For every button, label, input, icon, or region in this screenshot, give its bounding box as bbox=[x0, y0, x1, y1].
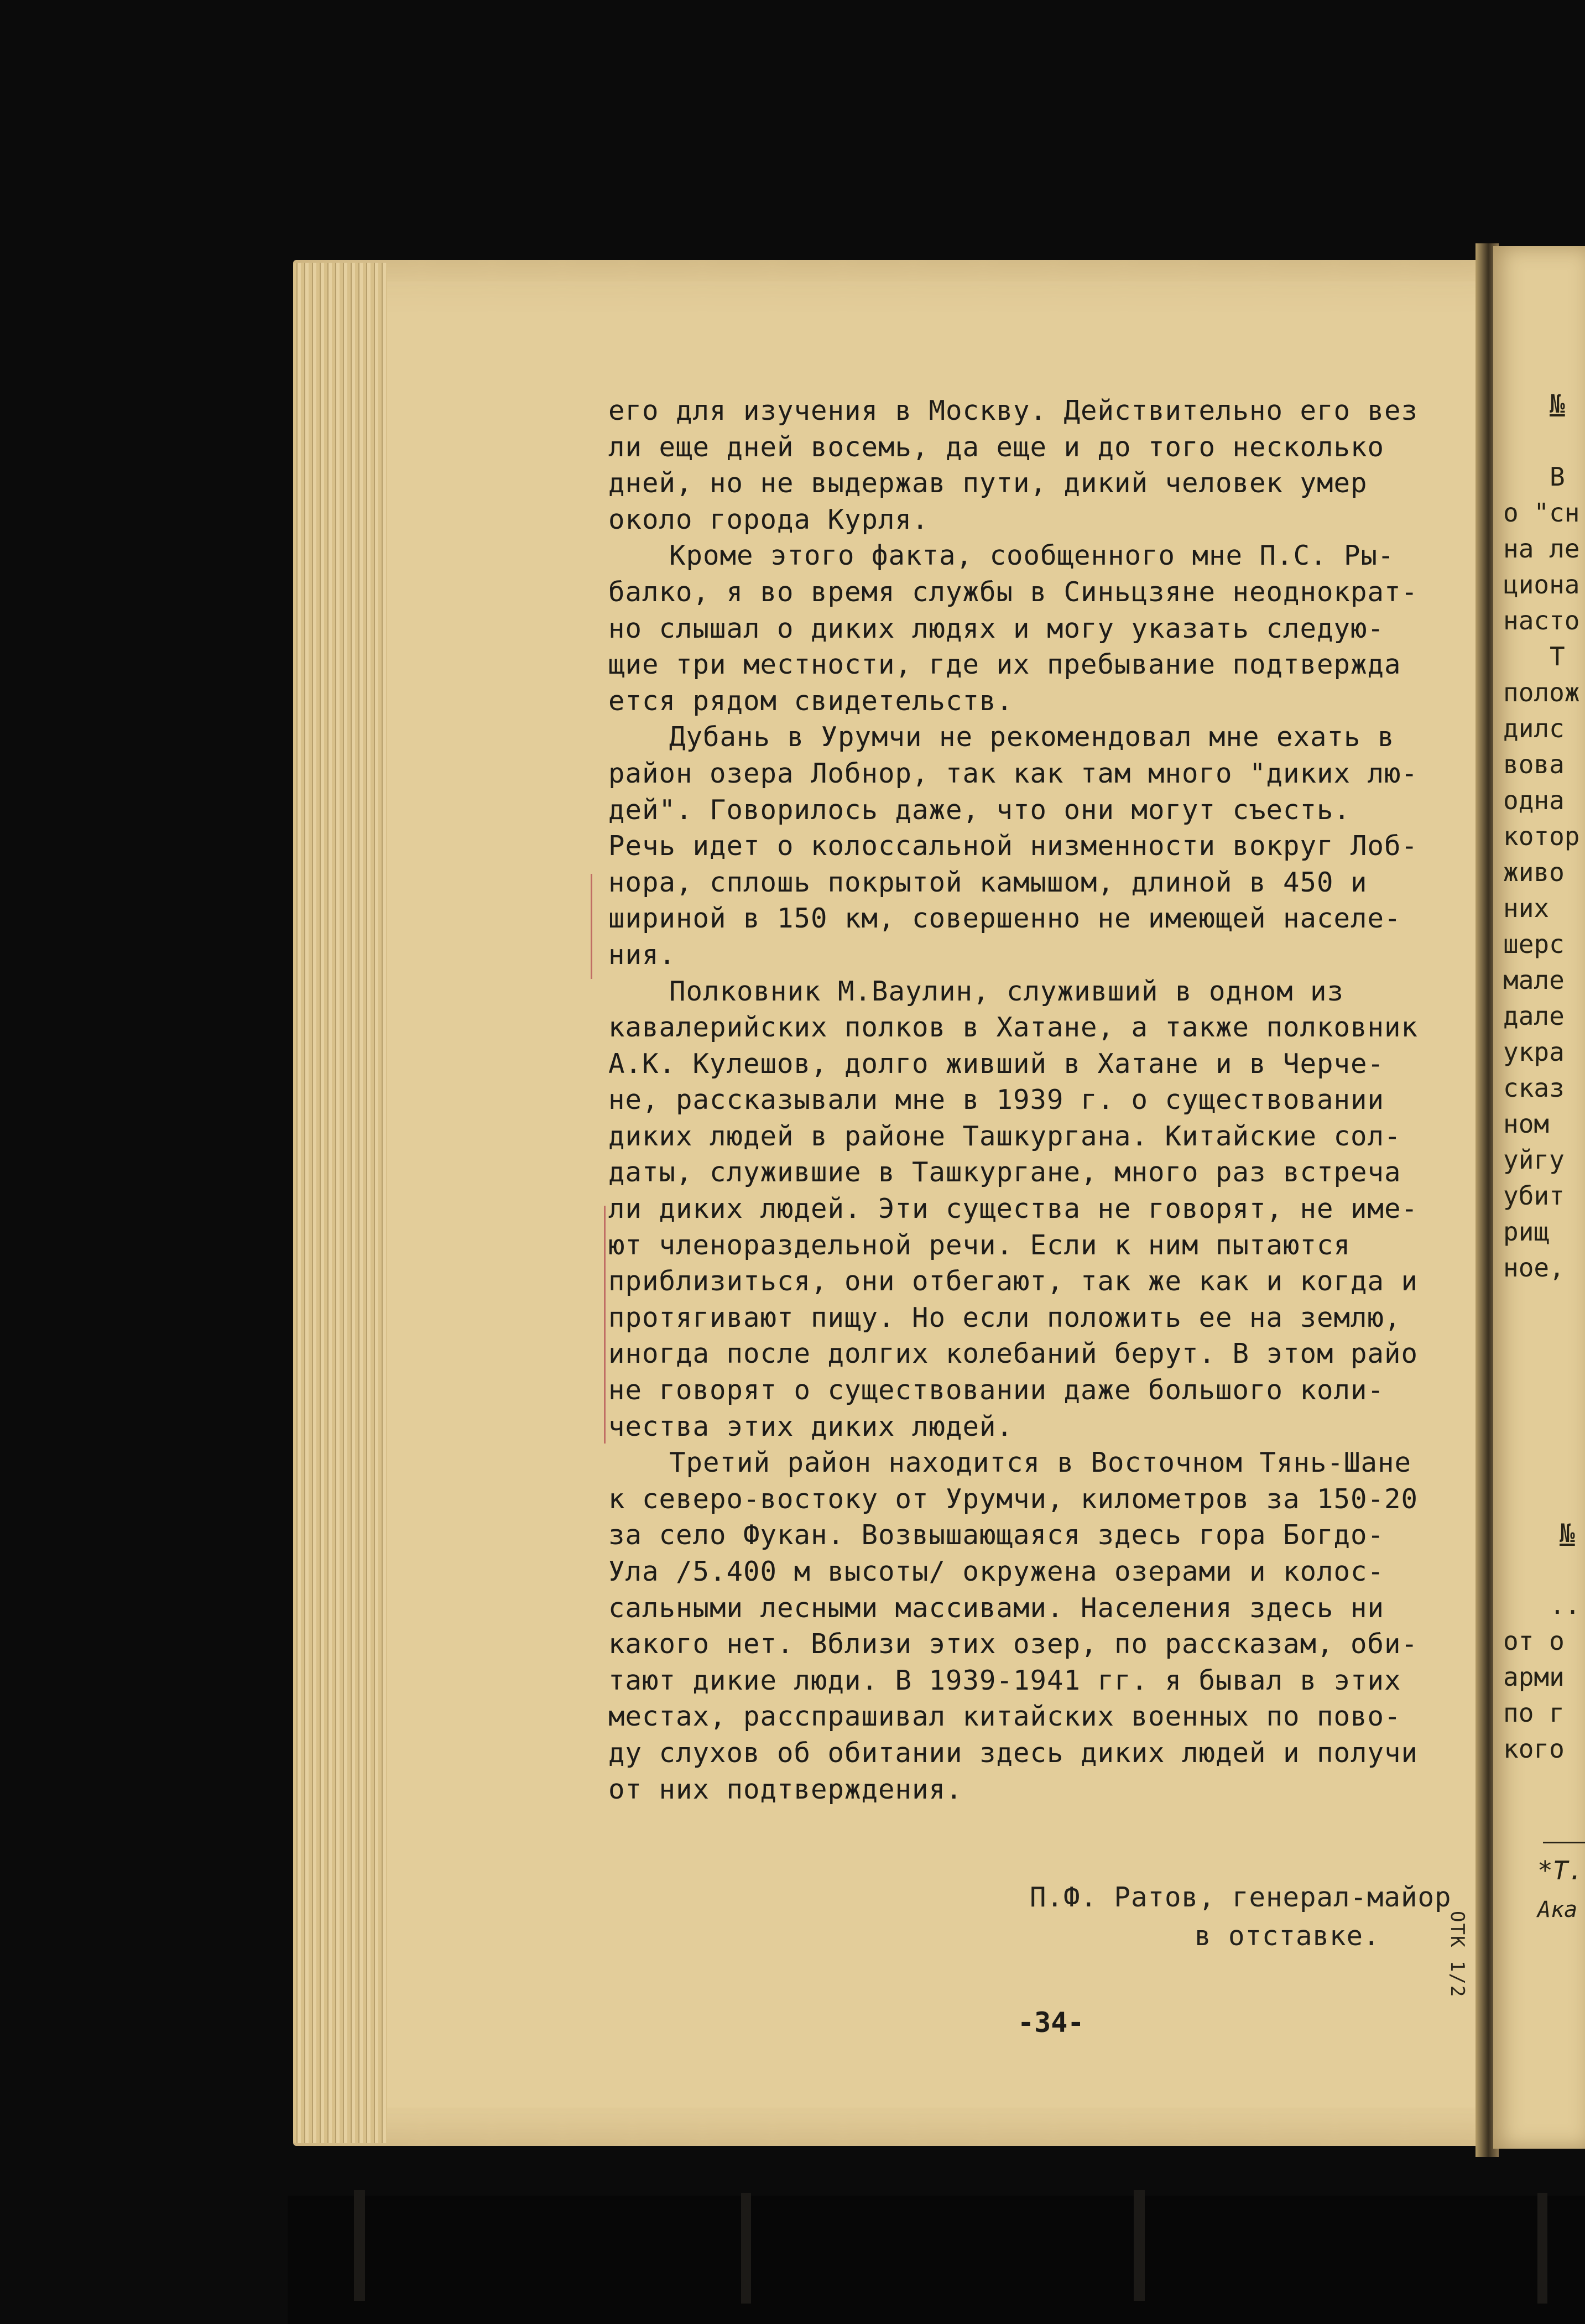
text-line: тают дикие люди. В 1939-1941 гг. я бывал в этих bbox=[608, 1664, 1401, 1696]
signature-line-1: П.Ф. Ратов, генерал-майор bbox=[1030, 1882, 1452, 1913]
margin-mark-red bbox=[591, 874, 592, 979]
text-line: А.К. Кулешов, долго живший в Хатане и в Черче- bbox=[608, 1048, 1385, 1080]
text-line: ли еще дней восемь, да еще и до того несколько bbox=[608, 431, 1385, 463]
text-line: балко, я во время службы в Синьцзяне неоднократ- bbox=[608, 576, 1419, 608]
right-page-fragment: .. bbox=[1550, 1590, 1581, 1620]
right-page-fragment: убит bbox=[1503, 1181, 1565, 1211]
right-page-fragment: укра bbox=[1503, 1037, 1565, 1067]
right-page-fragment: по г bbox=[1503, 1698, 1565, 1728]
text-line: ли диких людей. Эти существа не говорят, не име- bbox=[608, 1193, 1419, 1225]
right-page-fragment: арми bbox=[1503, 1662, 1565, 1692]
text-line: Дубань в Урумчи не рекомендовал мне ехать в bbox=[669, 721, 1395, 753]
text-line: его для изучения в Москву. Действительно его вез bbox=[608, 395, 1419, 426]
right-page-fragment: вова bbox=[1503, 749, 1565, 779]
text-line: шириной в 150 км, совершенно не имеющей населе- bbox=[608, 903, 1401, 935]
text-line: Полковник М.Ваулин, служивший в одном из bbox=[669, 975, 1344, 1007]
text-line: дней, но не выдержав пути, дикий человек умер bbox=[608, 467, 1368, 499]
right-page-fragment: живо bbox=[1503, 857, 1565, 887]
right-page-fragment: насто bbox=[1503, 606, 1580, 635]
text-line: ют членораздельной речи. Если к ним пытаются bbox=[608, 1229, 1351, 1261]
text-line: около города Курля. bbox=[608, 503, 929, 535]
text-line: район озера Лобнор, так как там много "диких лю- bbox=[608, 757, 1419, 789]
right-page-fragment: о "сн bbox=[1503, 498, 1580, 528]
body-text bbox=[608, 393, 1493, 1807]
text-line: от них подтверждения. bbox=[608, 1773, 963, 1805]
text-line: сальными лесными массивами. Населения здесь ни bbox=[608, 1592, 1385, 1624]
text-line: иногда после долгих колебаний берут. В этом райо bbox=[608, 1338, 1419, 1370]
text-line: ется рядом свидетельств. bbox=[608, 685, 1014, 717]
right-page-fragment: рищ bbox=[1503, 1217, 1550, 1247]
signature-line-2: в отставке. bbox=[1195, 1920, 1380, 1952]
text-line: не говорят о существовании даже большого коли- bbox=[608, 1374, 1385, 1406]
right-page-fragment: сказ bbox=[1503, 1073, 1565, 1103]
right-page-fragment: *Т. bbox=[1537, 1856, 1584, 1885]
right-page bbox=[1493, 246, 1585, 2149]
right-page-fragment: дилс bbox=[1503, 713, 1565, 743]
right-page-fragment: них bbox=[1503, 893, 1550, 923]
right-page-fragment: от о bbox=[1503, 1626, 1565, 1656]
text-line: но слышал о диких людях и могу указать следую- bbox=[608, 612, 1385, 644]
right-page-fragment: Т bbox=[1550, 642, 1565, 671]
right-page-fragment: мале bbox=[1503, 965, 1565, 995]
text-line: за село Фукан. Возвышающаяся здесь гора Богдо- bbox=[608, 1519, 1385, 1551]
text-line: протягивают пищу. Но если положить ее на землю, bbox=[608, 1301, 1401, 1333]
text-line: чества этих диких людей. bbox=[608, 1410, 1014, 1442]
text-line: приблизиться, они отбегают, так же как и когда и bbox=[608, 1265, 1419, 1298]
page-stub bbox=[1537, 2193, 1547, 2304]
margin-stamp: ОТК 1/2 bbox=[1446, 1911, 1468, 1998]
right-page-fragment: Ака bbox=[1537, 1897, 1578, 1922]
right-page-fragment: № bbox=[1560, 1518, 1575, 1548]
right-page-fragment: В bbox=[1550, 462, 1565, 492]
footnote-rule bbox=[1543, 1842, 1585, 1843]
page-stub bbox=[741, 2193, 751, 2304]
right-page-fragment: уйгу bbox=[1503, 1145, 1565, 1175]
text-line: Кроме этого факта, сообщенного мне П.С. Ры- bbox=[669, 540, 1395, 572]
text-line: ния. bbox=[608, 939, 676, 971]
right-page-fragment: котор bbox=[1503, 821, 1580, 851]
right-page-fragment: циона bbox=[1503, 570, 1580, 600]
text-line: щие три местности, где их пребывание подтвержда bbox=[608, 649, 1401, 681]
text-line: кавалерийских полков в Хатане, а также полковник bbox=[608, 1012, 1419, 1044]
right-page-fragment: на ле bbox=[1503, 534, 1580, 564]
right-page-fragment: ном bbox=[1503, 1109, 1550, 1139]
text-line: даты, служившие в Ташкургане, много раз встреча bbox=[608, 1156, 1401, 1189]
right-page-fragment: кого bbox=[1503, 1734, 1565, 1764]
right-page-fragment: ное, bbox=[1503, 1253, 1565, 1283]
page-stub bbox=[1134, 2190, 1145, 2301]
text-line: Ула /5.400 м высоты/ окружена озерами и колос- bbox=[608, 1556, 1385, 1587]
text-line: местах, расспрашивал китайских военных по пово- bbox=[608, 1701, 1401, 1733]
page-number: -34- bbox=[1018, 2007, 1085, 2039]
text-line: ду слухов об обитании здесь диких людей и получи bbox=[608, 1737, 1419, 1769]
right-page-fragment: № bbox=[1550, 389, 1565, 419]
text-line: какого нет. Вблизи этих озер, по рассказам, оби- bbox=[608, 1628, 1419, 1660]
margin-mark-red-2 bbox=[604, 1206, 606, 1444]
page-stub bbox=[354, 2190, 365, 2301]
text-line: дей". Говорилось даже, что они могут съесть. bbox=[608, 794, 1351, 826]
scanner-bed bbox=[288, 2196, 1585, 2324]
right-page-fragment: полож bbox=[1503, 678, 1580, 707]
text-line: Третий район находится в Восточном Тянь-Шане bbox=[669, 1447, 1412, 1479]
text-line: не, рассказывали мне в 1939 г. о существовании bbox=[608, 1084, 1385, 1116]
text-line: к северо-востоку от Урумчи, километров за 150-20 bbox=[608, 1483, 1419, 1515]
right-page-fragment: одна bbox=[1503, 785, 1565, 815]
right-page-fragment: дале bbox=[1503, 1001, 1565, 1031]
right-page-fragment: шерс bbox=[1503, 929, 1565, 959]
page-edges bbox=[293, 263, 387, 2143]
text-line: диких людей в районе Ташкургана. Китайские сол- bbox=[608, 1120, 1401, 1152]
text-line: Речь идет о колоссальной низменности вокруг Лоб- bbox=[608, 830, 1419, 862]
text-line: нора, сплошь покрытой камышом, длиной в 450 и bbox=[608, 866, 1368, 898]
